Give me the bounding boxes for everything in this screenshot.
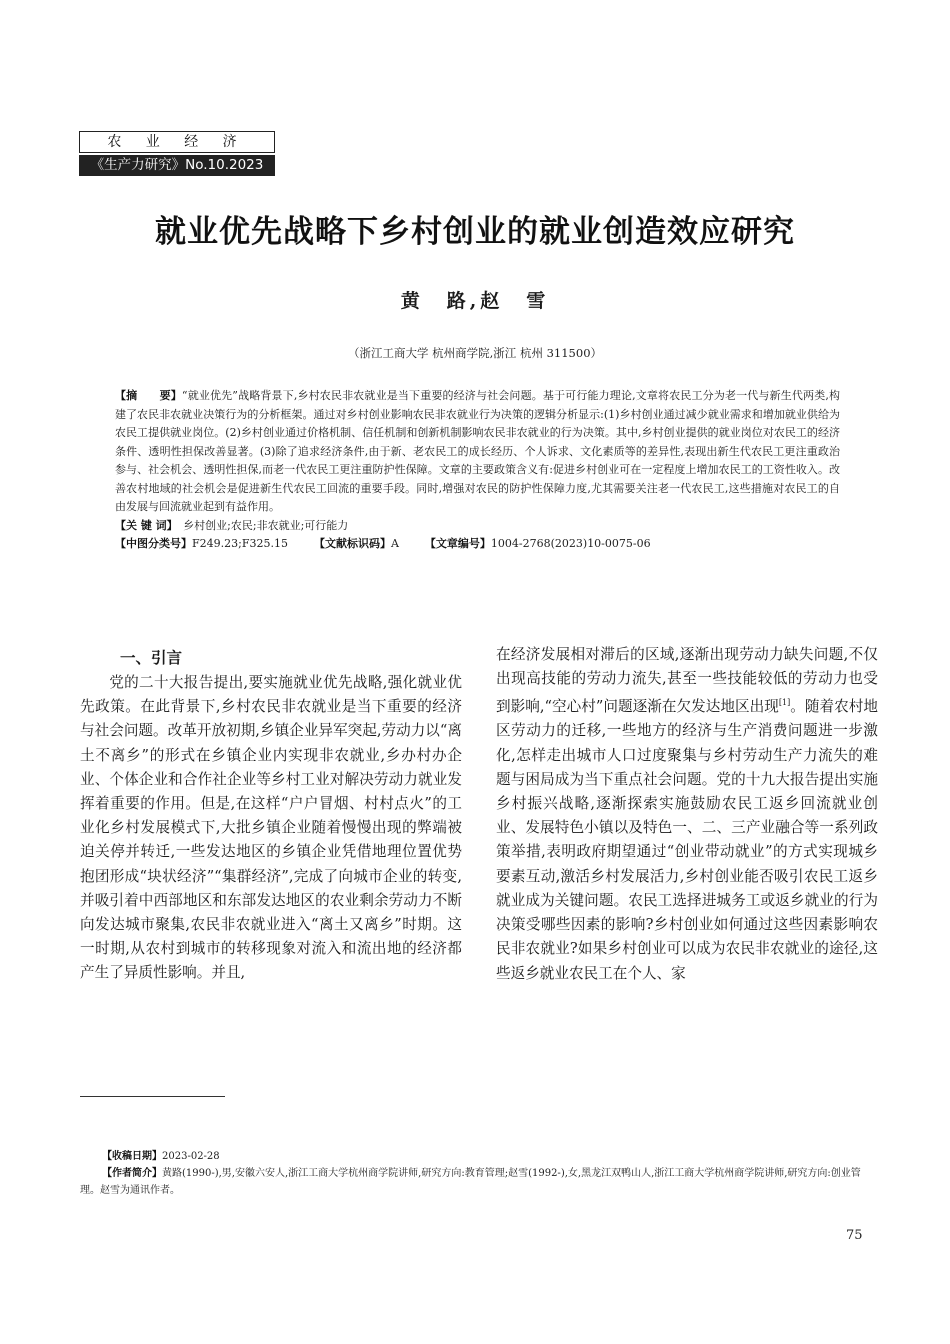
abstract: [115, 387, 840, 517]
body-text-after-citation: 。随着农村地区劳动力的迁移,一些地方的经济与生产消费问题进一步激化,怎样走出城市人口过度聚集与乡村劳动生产力流失的难题与困局成为当下重点社会问题。党的十九大报告提出实施乡村振兴战略,逐渐探索实施鼓励农民工返乡回流就业创业、发展特色小镇以及特色一、二、三产业融合等一系列政策举措,表明政府期望通过“创业带动就业”的方式实现城乡要素互动,激活乡村发展活力,乡村创业能否吸引农民工返乡就业成为关键问题。农民工选择进城务工或返乡就业的行为决策受哪些因素的影响?乡村创业如何通过这些因素影响农民非农就业?如果乡村创业可以成为农民非农就业的途径,这些返乡就业农民工在个人、家: [496, 698, 878, 982]
article-number-label: 【文章编号】: [424, 537, 491, 550]
abstract-label: 【摘 要】: [115, 389, 182, 402]
section-heading: 一、引言: [120, 649, 183, 667]
journal-label: 《生产力研究》No.10.2023: [79, 155, 275, 176]
author-value: 黄路(1990-),男,安徽六安人,浙江工商大学杭州商学院讲师,研究方向:教育管理;赵雪(1992-),女,黑龙江双鸭山人,浙江工商大学杭州商学院讲师,研究方向:创业管理。赵雪为通讯作者。: [80, 1168, 861, 1196]
body-column-left: [80, 643, 462, 986]
body-paragraph: 党的二十大报告提出,要实施就业优先战略,强化就业优先政策。在此背景下,乡村农民非农就业是当下重要的经济与社会问题。改革开放初期,乡镇企业异军突起,劳动力以“离土不离乡”的形式在乡镇企业内实现非农就业,乡办村办企业、个体企业和合作社企业等乡村工业对解决劳动力就业发挥着重要的作用。但是,在这样“户户冒烟、村村点火”的工业化乡村发展模式下,大批乡镇企业随着慢慢出现的弊端被迫关停并转迁,一些发达地区的乡镇企业凭借地理位置优势抱团形成“块状经济”“集群经济”,完成了向城市企业的转变,并吸引着中西部地区和东部发达地区的农业剩余劳动力不断向发达城市聚集,农民非农就业进入“离土又离乡”时期。这一时期,从农村到城市的转移现象对流入和流出地的经济都产生了异质性影响。并且,: [80, 674, 462, 982]
footnotes: [80, 1148, 880, 1199]
clc-value: F249.23;F325.15: [192, 537, 288, 550]
paper-title: 就业优先战略下乡村创业的就业创造效应研究: [155, 214, 795, 250]
section-label: 农 业 经 济: [79, 131, 275, 153]
footnote-divider: [80, 1096, 225, 1097]
page-number: 75: [846, 1228, 863, 1243]
received-date: [80, 1148, 880, 1165]
clc-label: 【中图分类号】: [115, 537, 192, 550]
citation-marker[interactable]: [1]: [778, 698, 791, 708]
keywords: [115, 517, 840, 536]
abstract-block: [115, 387, 840, 554]
keywords-label: 【关 键 词】: [115, 518, 173, 532]
doc-code-value: A: [390, 537, 399, 550]
received-label: 【收稿日期】: [102, 1151, 162, 1162]
abstract-text: “就业优先”战略背景下,乡村农民非农就业是当下重要的经济与社会问题。基于可行能力理论,文章将农民工分为老一代与新生代两类,构建了农民非农就业决策行为的分析框架。通过对乡村创业影响农民非农就业行为决策的逻辑分析显示:(1)乡村创业通过减少就业需求和增加就业供给为农民工提供就业岗位。(2)乡村创业通过价格机制、信任机制和创新机制影响农民非农就业的行为决策。其中,乡村创业提供的就业岗位对农民工的经济条件、透明性担保改善显著。(3)除了追求经济条件,由于新、老农民工的成长经历、个人诉求、文化素质等的差异性,表现出新生代农民工更注重政治参与、社会机会、透明性担保,而老一代农民工更注重防护性保障。文章的主要政策含义有:促进乡村创业可在一定程度上增加农民工的工资性收入。改善农村地域的社会机会是促进新生代农民工回流的重要手段。同时,增强对农民的防护性保障力度,尤其需要关注老一代农民工,这些措施对农民工的自由发展与回流就业起到有益作用。: [115, 389, 841, 513]
authors: 黄 路,赵 雪: [400, 290, 550, 312]
author-label: 【作者简介】: [102, 1168, 162, 1179]
body-column-right: [496, 643, 878, 986]
author-info: [80, 1165, 880, 1199]
keywords-text: 乡村创业;农民;非农就业;可行能力: [183, 518, 349, 532]
journal-header: [79, 131, 275, 176]
doc-code-label: 【文献标识码】: [313, 537, 391, 550]
affiliation: （浙江工商大学 杭州商学院,浙江 杭州 311500）: [347, 346, 603, 360]
body-paragraph-continued: [496, 643, 878, 986]
body-text-before-citation: 在经济发展相对滞后的区域,逐渐出现劳动力缺失问题,不仅出现高技能的劳动力流失,甚至一些技能较低的劳动力也受到影响,“空心村”问题逐渐在欠发达地区出现: [496, 646, 878, 716]
classification-line: [115, 535, 840, 554]
article-number-value: 1004-2768(2023)10-0075-06: [490, 537, 651, 550]
received-value: 2023-02-28: [162, 1151, 220, 1162]
